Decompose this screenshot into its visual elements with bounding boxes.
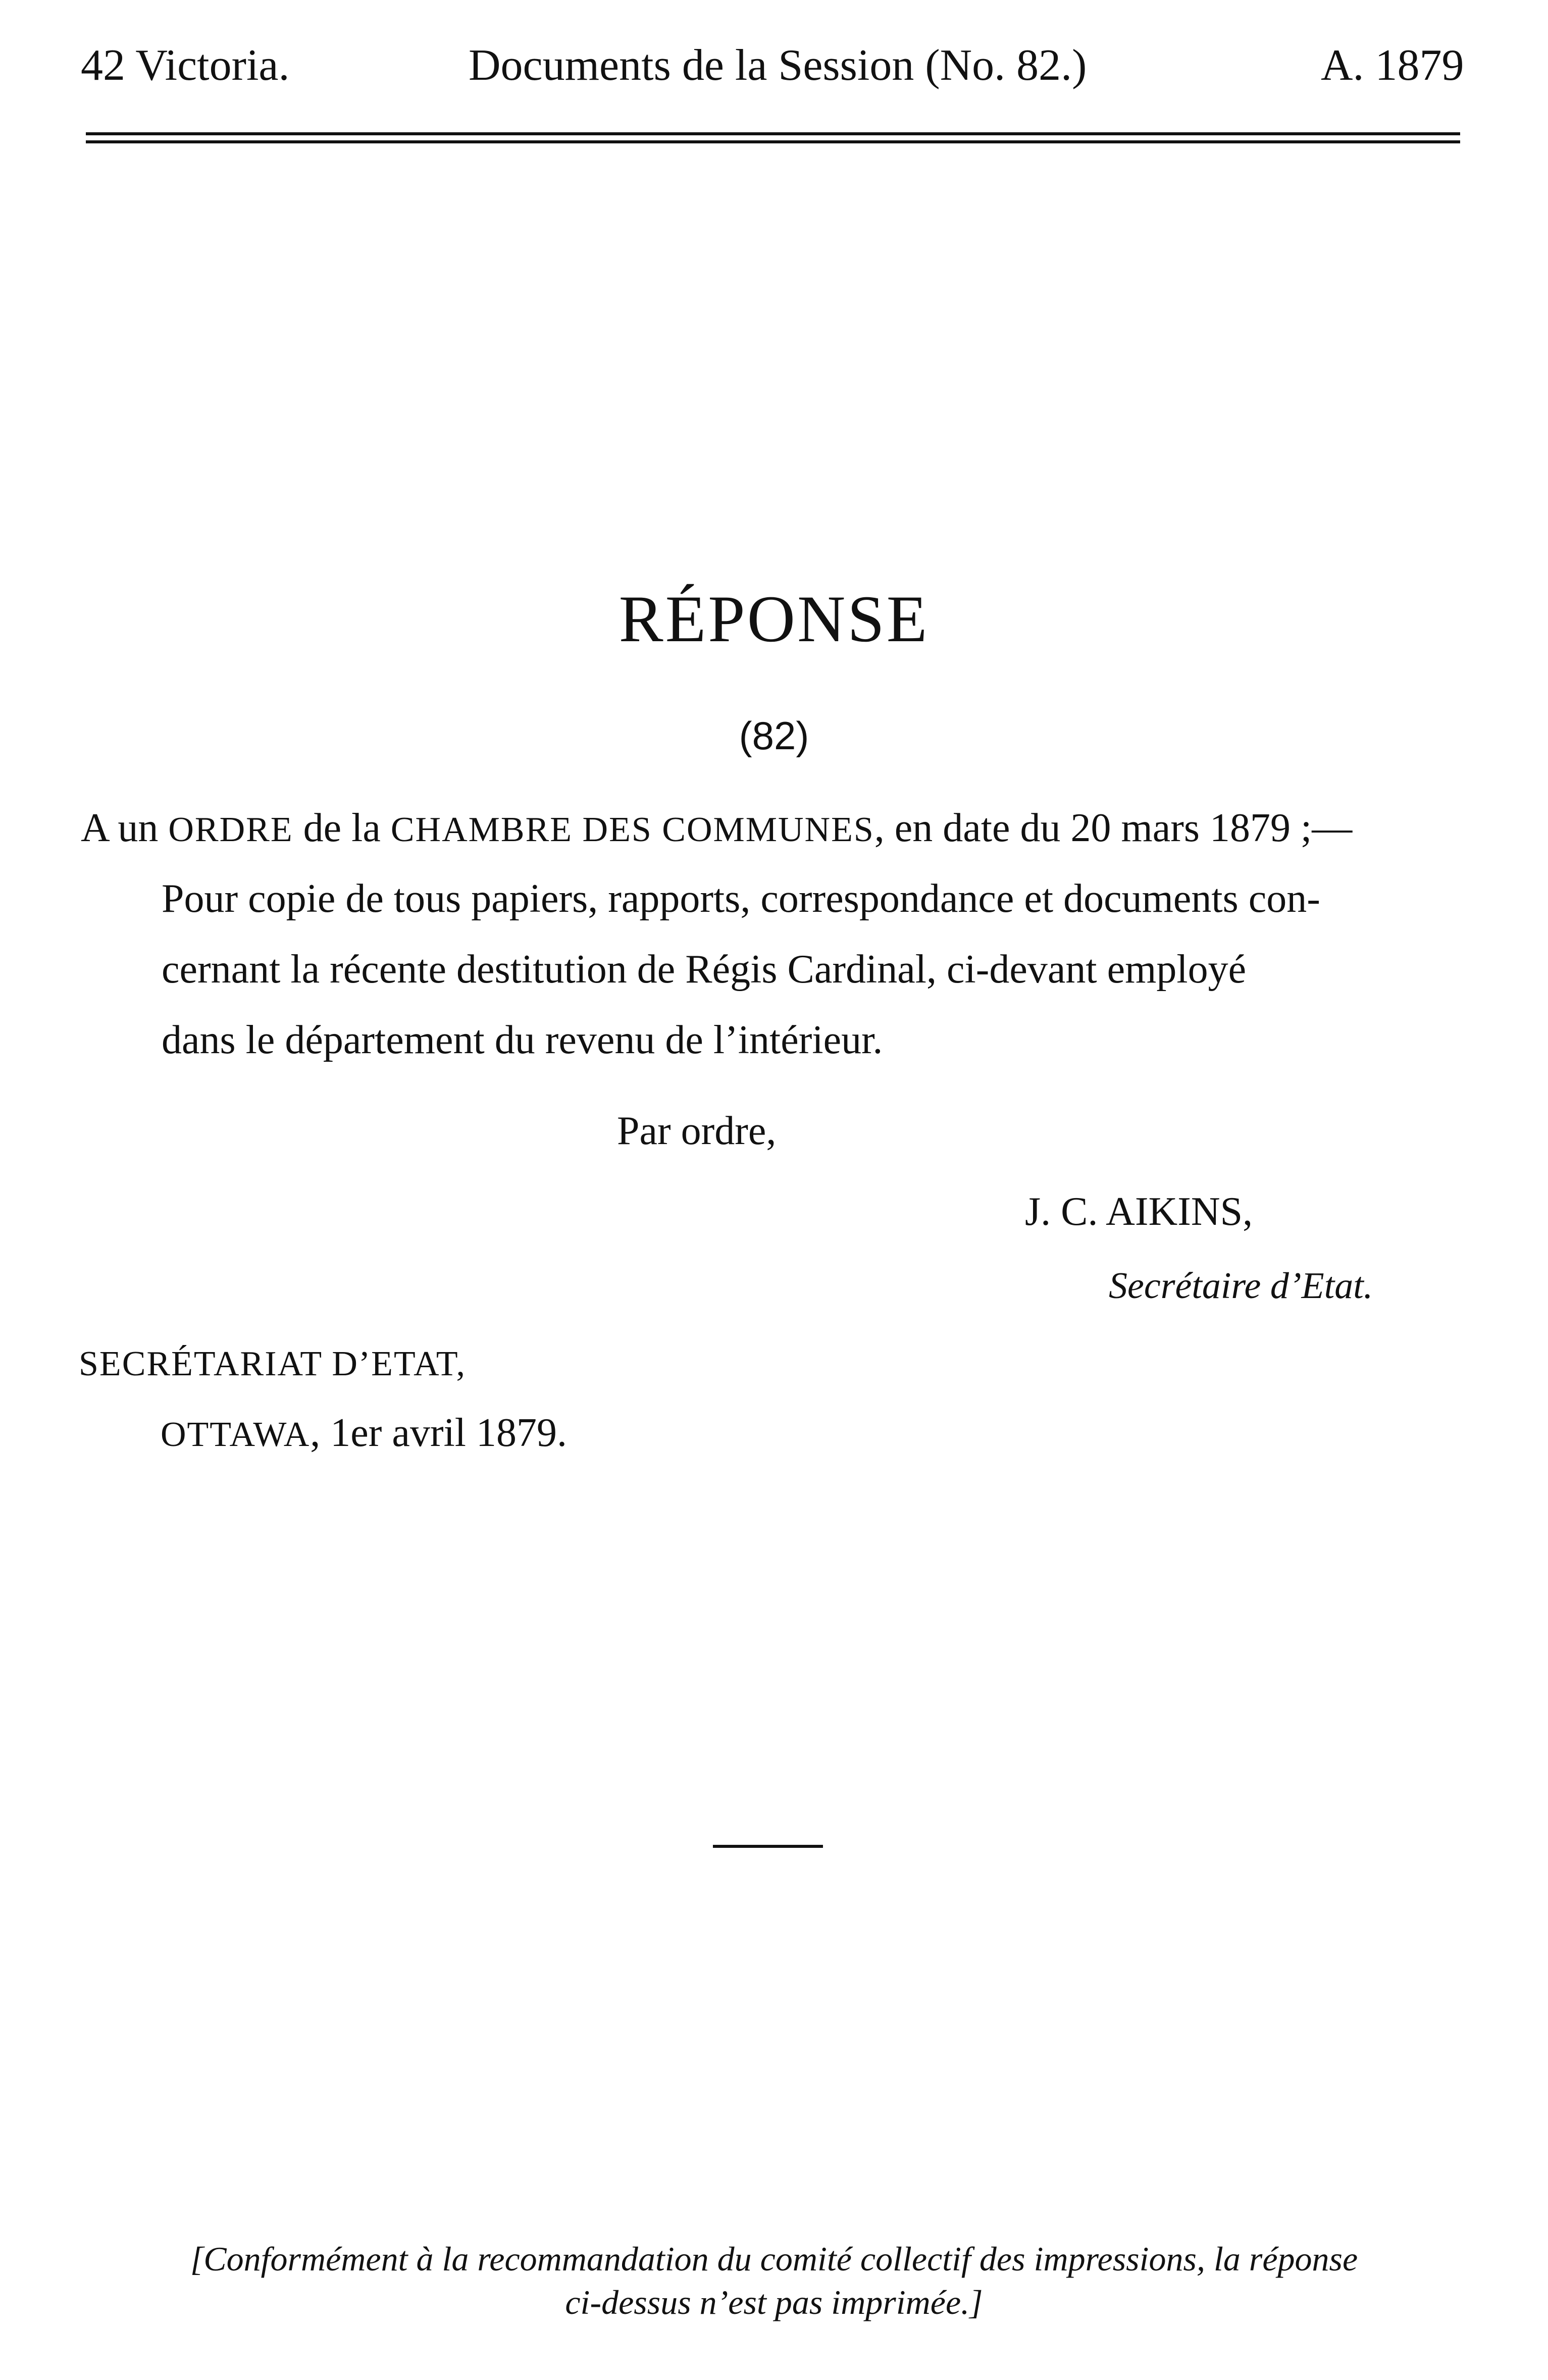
office-name <box>79 1342 466 1382</box>
document-number: (82) <box>739 713 809 758</box>
order-word-ordre: ORDRE <box>168 810 293 849</box>
footnote-line-1: [Conformément à la recommandation du comité collectif des impressions, la réponse <box>190 2240 1358 2278</box>
order-line-1 <box>81 808 1352 848</box>
order-line-3: cernant la récente destitution de Régis Cardinal, ci-devant employé <box>162 947 1247 992</box>
office-name-text: SECRÉTARIAT D’ETAT, <box>79 1344 466 1383</box>
header-year: A. 1879 <box>1321 41 1464 90</box>
signer-title: Secrétaire d’Etat. <box>1109 1265 1373 1307</box>
office-date: , 1er avril 1879. <box>310 1411 567 1455</box>
signer-name: J. C. AIKINS, <box>1025 1189 1253 1234</box>
order-chamber-name: CHAMBRE DES COMMUNES <box>390 810 874 849</box>
order-line-1-b: de la <box>293 806 391 850</box>
order-line-1-a: A un <box>81 806 169 850</box>
office-place-date <box>161 1413 567 1453</box>
footnote-line-2: ci-dessus n’est pas imprimée.] <box>565 2283 983 2321</box>
section-divider <box>713 1845 823 1848</box>
header-double-rule <box>86 132 1460 143</box>
header-session-year: 42 Victoria. <box>81 41 290 90</box>
office-city: OTTAWA <box>161 1415 311 1454</box>
header-document-title: Documents de la Session (No. 82.) <box>469 41 1087 90</box>
order-line-1-c: , en date du 20 mars 1879 ;— <box>874 806 1353 850</box>
par-ordre: Par ordre, <box>617 1109 777 1153</box>
order-line-2: Pour copie de tous papiers, rapports, correspondance et documents con- <box>162 876 1320 921</box>
page-title: RÉPONSE <box>618 582 930 656</box>
order-line-4: dans le département du revenu de l’intérieur. <box>162 1018 883 1062</box>
